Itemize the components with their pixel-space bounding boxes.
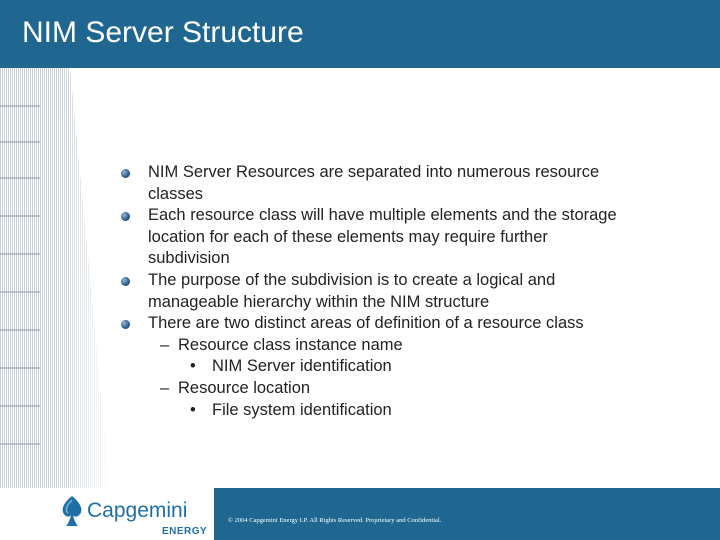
slide-body	[120, 162, 700, 421]
bullet-text: classes	[148, 184, 204, 203]
sub-bullet-text: Resource class instance name	[178, 335, 403, 354]
sub-sub-bullet-text: NIM Server identification	[212, 357, 392, 376]
sub-bullet-text: Resource location	[178, 378, 311, 397]
bullet-ball-icon	[121, 277, 130, 286]
bullet-item	[120, 313, 700, 335]
bullet-text: location for each of these elements may require further	[148, 227, 548, 246]
bullet-item	[120, 205, 700, 270]
sub-sub-bullet-text: File system identification	[212, 400, 392, 419]
dot-marker: •	[190, 400, 196, 419]
bullet-text: NIM Server Resources are separated into numerous resource	[148, 163, 600, 181]
footer-bar	[214, 488, 720, 540]
logo-subtext: ENERGY	[162, 526, 208, 537]
title-bar	[0, 0, 720, 68]
bullet-text: Each resource class will have multiple elements and the storage	[148, 206, 617, 225]
bullet-text: subdivision	[148, 249, 230, 268]
sub-bullet-item	[120, 335, 700, 357]
sub-sub-bullet-item	[120, 356, 700, 378]
bullet-text: There are two distinct areas of definition of a resource class	[148, 314, 584, 333]
bullet-ball-icon	[121, 212, 130, 221]
bullet-item	[120, 270, 700, 313]
dash-marker: –	[160, 335, 170, 354]
bullet-item	[120, 162, 700, 205]
logo-wordmark: Capgemini	[87, 499, 188, 522]
bullet-ball-icon	[121, 169, 130, 178]
decorative-side-pattern	[0, 68, 110, 488]
bullet-ball-icon	[121, 320, 130, 329]
dot-marker: •	[190, 357, 196, 376]
bullet-text: The purpose of the subdivision is to create a logical and	[148, 270, 556, 289]
sub-bullet-item	[120, 378, 700, 400]
dash-marker: –	[160, 378, 170, 397]
copyright-text: © 2004 Capgemini Energy LP. All Rights Reserved. Proprietary and Confidential.	[228, 517, 442, 524]
capgemini-logo	[58, 494, 208, 538]
spade-icon	[63, 496, 82, 526]
slide-title: NIM Server Structure	[22, 16, 304, 49]
bullet-text: manageable hierarchy within the NIM structure	[148, 292, 490, 311]
sub-sub-bullet-item	[120, 400, 700, 422]
